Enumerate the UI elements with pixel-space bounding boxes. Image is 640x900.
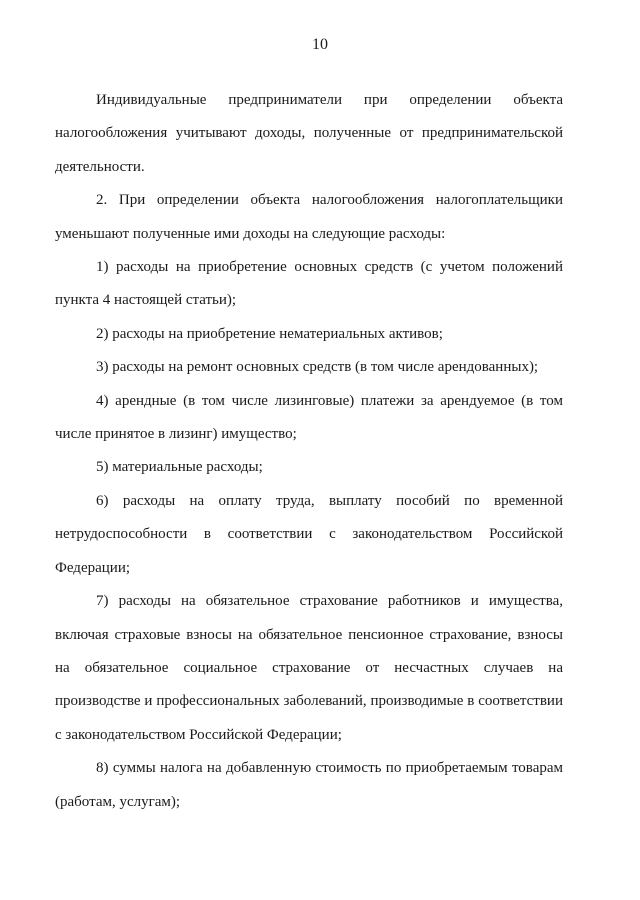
list-item-7-insurance: 7) расходы на обязательное страхование работников и имущества, включая страховые взносы на обязательное пенсионное страхование, взносы на обязательное социальное страхование от несчастных случаев на производстве и профессиональных заболеваний, производимые в соответствии с законодательством Российской Федерации; [55,593,563,743]
list-item-8-vat: 8) суммы налога на добавленную стоимость по приобретаемым товарам (работам, услугам); [55,760,563,810]
list-item-3-repair: 3) расходы на ремонт основных средств (в том числе арендованных); [96,359,539,376]
list-item-4-rent: 4) арендные (в том числе лизинговые) платежи за арендуемое (в том числе принятое в лизинг) имущество; [55,392,563,443]
list-item-5-material: 5) материальные расходы; [96,459,263,476]
list-item-1-fixed-assets: 1) расходы на приобретение основных средств (с учетом положений пункта 4 настоящей статьи); [55,259,563,309]
document-body [55,84,563,819]
page-number: 10 [312,36,328,53]
list-item-2-intangible-assets: 2) расходы на приобретение нематериальных активов; [96,325,443,342]
paragraph-entrepreneurs-income: Индивидуальные предприниматели при определении объекта налогообложения учитывают доходы, полученные от предпринимательской деятельности. [55,92,563,175]
list-item-6-labor: 6) расходы на оплату труда, выплату пособий по временной нетрудоспособности в соответствии с законодательством Российской Федерации; [55,492,563,576]
paragraph-clause-2: 2. При определении объекта налогообложения налогоплательщики уменьшают полученные ими доходы на следующие расходы: [55,192,563,242]
